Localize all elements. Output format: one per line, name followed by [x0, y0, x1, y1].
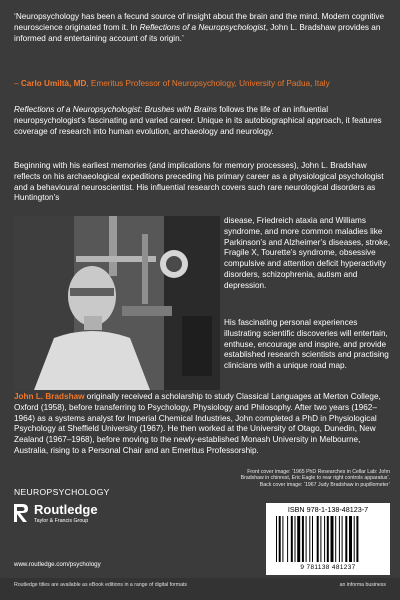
attribution-prefix: –	[14, 79, 21, 88]
author-bio	[14, 392, 390, 457]
barcode-bar	[354, 516, 355, 562]
barcode-bar	[282, 516, 283, 562]
barcode-bar	[349, 516, 352, 562]
barcode-bar	[335, 516, 336, 562]
barcode-bar	[312, 516, 313, 562]
subject-category: NEUROPSYCHOLOGY	[14, 487, 110, 497]
barcode-bar	[309, 516, 310, 562]
footer-informa: an informa business	[339, 582, 386, 588]
publisher-logo	[14, 503, 98, 524]
intro-text: follows the life of an influential neuropsychologist’s fascinating and varied career. Unique in its autobiographical approach, it features coverage of research into human evolution, archaeology and neurology.	[14, 105, 382, 136]
barcode-bar	[356, 516, 358, 562]
author-bio-text: originally received a scholarship to study Classical Languages at Merton College, Oxford (1958), before transferring to Psychology, Physiology and Philosophy. After two years (1962–1964) as a systems analyst for Imperial Chemical Industries, John completed a PhD in Physiological Psychology at Sheffield University (1967). He then worked at the University of Otago, Dunedin, New Zealand (1967–1968), before moving to the newly-established Monash University in Melbourne, Australia, rising to a Personal Chair and an Emeritus Professorship.	[14, 392, 381, 455]
quote-attribution	[14, 79, 388, 90]
author-lab-photo	[14, 216, 220, 390]
image-credits	[228, 469, 390, 488]
barcode-bar	[302, 516, 304, 562]
lab-photo-illustration	[14, 216, 220, 390]
credit-line-2: Bradshaw in chinrest, Eric Eagle to rear right controls apparatus’.	[240, 475, 390, 482]
intro-book-title: Reflections of a Neuropsychologist: Brushes with Brains	[14, 105, 217, 114]
credit-line-1: Front cover image: ‘1965 PhD Researches in Cellar Lab: John	[247, 469, 390, 475]
credit-line-3: Back cover image: ‘1967 Judy Bradshaw in pupillometer’	[259, 481, 390, 488]
attribution-role: , Emeritus Professor of Neuropsychology, University of Padua, Italy	[86, 79, 330, 88]
publisher-group: Taylor & Francis Group	[34, 518, 89, 524]
endorsement-quote	[14, 12, 388, 44]
barcode-bar	[279, 516, 281, 562]
barcode-bar	[339, 516, 340, 562]
barcode-panel	[266, 503, 390, 575]
barcode-bar	[287, 516, 288, 562]
barcode-bar	[317, 516, 319, 562]
footer-bar	[0, 578, 400, 600]
author-name: John L. Bradshaw	[14, 392, 85, 401]
barcode-digits: 9 781138 481237	[300, 564, 356, 571]
barcode-bar	[297, 516, 300, 562]
quote-book-title: Reflections of a Neuropsychologist	[139, 22, 266, 32]
attribution-name: Carlo Umiltà, MD	[20, 79, 87, 88]
intro-paragraph	[14, 105, 390, 137]
barcode-bar	[327, 516, 329, 562]
barcode-icon	[274, 516, 382, 562]
barcode-bar	[320, 516, 321, 562]
experiences-paragraph: His fascinating personal experiences illustrating scientific discoveries will entertain, enthuse, encourage and inspire, and provide established research scientists and practising clinicians with a unique road map.	[224, 318, 389, 371]
publisher-website: www.routledge.com/psychology	[14, 561, 101, 568]
barcode-bar	[331, 516, 334, 562]
summary-paragraph-top: Beginning with his earliest memories (and implications for memory processes), John L. Bradshaw reflects on his archaeological expeditions preceding his primary career as a physiological psychologist and a behavioural neuroscientist. His influential research covers such rare neurological disorders as Huntington’s	[14, 161, 384, 203]
barcode-bar	[306, 516, 307, 562]
barcode-bar	[324, 516, 325, 562]
barcode-bar	[345, 516, 347, 562]
barcode-bar	[291, 516, 293, 562]
publisher-name: Routledge	[34, 502, 98, 517]
routledge-logo-icon	[14, 503, 30, 523]
isbn-text: ISBN 978-1-138-48123-7	[287, 505, 369, 514]
barcode-bar	[295, 516, 296, 562]
summary-paragraph-right: disease, Friedreich ataxia and Williams syndrome, and more common maladies like Parkinson’s and Alzheimer’s diseases, stroke, Fragile X, Tourette’s syndrome, obsessive compulsive and attention deficit hyperactivity disorders, schizophrenia, autism and depression.	[224, 216, 391, 290]
barcode-bar	[342, 516, 343, 562]
barcode-bar	[276, 516, 277, 562]
footer-ebook-note: Routledge titles are available as eBook editions in a range of digital formats	[14, 582, 188, 588]
quote-part-1: ‘Neuropsychology has been a fecund source of insight about the brain and the mind. Modern cognitive neuroscience originated from it. In	[14, 12, 385, 32]
quote-part-2: , John L. Bradshaw provides an informed and entertaining account of its origin.’	[14, 22, 381, 43]
